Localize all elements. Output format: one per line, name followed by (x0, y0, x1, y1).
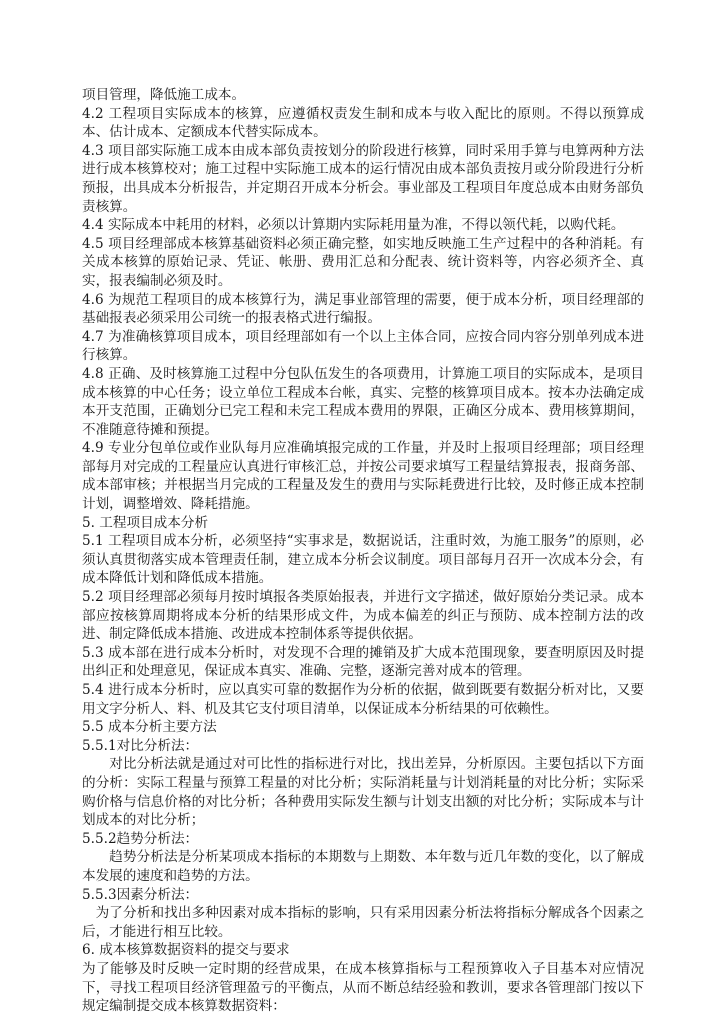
paragraph: 项目管理，降低施工成本。 (82, 87, 246, 103)
paragraph: 趋势分析法是分析某项成本指标的本期数与上期数、本年数与近几年数的变化，以了解成本发展的速度和趋势的方法。 (82, 849, 644, 884)
paragraph: 6. 成本核算数据资料的提交与要求 (82, 942, 290, 959)
paragraph: 5.2 项目经理部必须每月按时填报各类原始报表，并进行文字描述，做好原始分类记录。成本部应按核算周期将成本分析的结果形成文件，为成本偏差的纠正与预防、成本控制方法的改进、制定降低成本措施、改进成本控制体系等提供依据。 (82, 589, 644, 643)
paragraph: 4.9 专业分包单位或作业队每月应准确填报完成的工作量，并及时上报项目经理部；项目经理部每月对完成的工程量应认真进行审核汇总，并按公司要求填写工程量结算报表，报商务部、成本部审核；并根据当月完成的工程量及发生的费用与实际耗费进行比较，及时修正成本控制计划，调整增效、降耗措施。 (82, 440, 644, 513)
paragraph: 4.5 项目经理部成本核算基础资料必须正确完整，如实地反映施工生产过程中的各种消耗。有关成本核算的原始记录、凭证、帐册、费用汇总和分配表、统计资料等，内容必须齐全、真实，报表编制必须及时。 (82, 235, 644, 289)
paragraph: 5.5 成本分析主要方法 (82, 719, 217, 736)
paragraph: 对比分析法就是通过对可比性的指标进行对比，找出差异，分析原因。主要包括以下方面的分析：实际工程量与预算工程量的对比分析；实际消耗量与计划消耗量的对比分析；实际采购价格与信息价格的对比分析；各种费用实际发生额与计划支出额的对比分析；实际成本与计划成本的对比分析； (82, 756, 644, 829)
paragraph: 4.6 为规范工程项目的成本核算行为，满足事业部管理的需要，便于成本分析，项目经理部的基础报表必须采用公司统一的报表格式进行编报。 (82, 291, 644, 327)
paragraph: 5.1 工程项目成本分析，必须坚持“实事求是，数据说话，注重时效，为施工服务”的原则，必须认真贯彻落实成本管理责任制，建立成本分析会议制度。项目部每月召开一次成本分会，有成本降低计划和降低成本措施。 (82, 533, 644, 587)
paragraph: 5.5.1对比分析法： (82, 737, 199, 754)
paragraph: 5.3 成本部在进行成本分析时，对发现不合理的摊销及扩大成本范围现象，要查明原因及时提出纠正和处理意见，保证成本真实、准确、完整，逐渐完善对成本的管理。 (82, 644, 644, 680)
paragraph: 5. 工程项目成本分析 (82, 514, 209, 531)
paragraph: 5.4 进行成本分析时，应以真实可靠的数据作为分析的依据，做到既要有数据分析对比，又要用文字分析人、料、机及其它支付项目清单，以保证成本分析结果的可依赖性。 (82, 682, 644, 717)
paragraph: 4.8 正确、及时核算施工过程中分包队伍发生的各项费用，计算施工项目的实际成本，是项目成本核算的中心任务；设立单位工程成本台帐，真实、完整的核算项目成本。按本办法确定成本开支范围，正确划分已完工程和未完工程成本费用的界限，正确区分成本、费用核算期间，不准随意待摊和预提。 (82, 365, 644, 438)
paragraph: 4.2 工程项目实际成本的核算，应遵循权责发生制和成本与收入配比的原则。不得以预算成本、估计成本、定额成本代替实际成本。 (82, 105, 644, 141)
document-body (82, 86, 644, 1016)
paragraph: 为了分析和找出多种因素对成本指标的影响，只有采用因素分析法将指标分解成各个因素之后，才能进行相互比较。 (82, 905, 644, 940)
paragraph: 4.7 为准确核算项目成本，项目经理部如有一个以上主体合同，应按合同内容分别单列成本进行核算。 (82, 328, 644, 364)
paragraph: 5.5.3因素分析法： (82, 886, 199, 903)
paragraph: 4.4 实际成本中耗用的材料，必须以计算期内实际耗用量为准，不得以领代耗，以购代耗。 (82, 217, 625, 234)
paragraph: 5.5.2趋势分析法： (82, 830, 199, 847)
paragraph: 4.3 项目部实际施工成本由成本部负责按划分的阶段进行核算，同时采用手算与电算两种方法进行成本核算校对；施工过程中实际施工成本的运行情况由成本部负责按月或分阶段进行分析预报，出具成本分析报告，并定期召开成本分析会。事业部及工程项目年度总成本由财务部负责核算。 (82, 142, 644, 215)
paragraph: 为了能够及时反映一定时期的经营成果，在成本核算指标与工程预算收入子目基本对应情况下，寻找工程项目经济管理盈亏的平衡点，从而不断总结经验和教训，要求各管理部门按以下规定编制提交成本核算数据资料： (82, 960, 644, 1015)
